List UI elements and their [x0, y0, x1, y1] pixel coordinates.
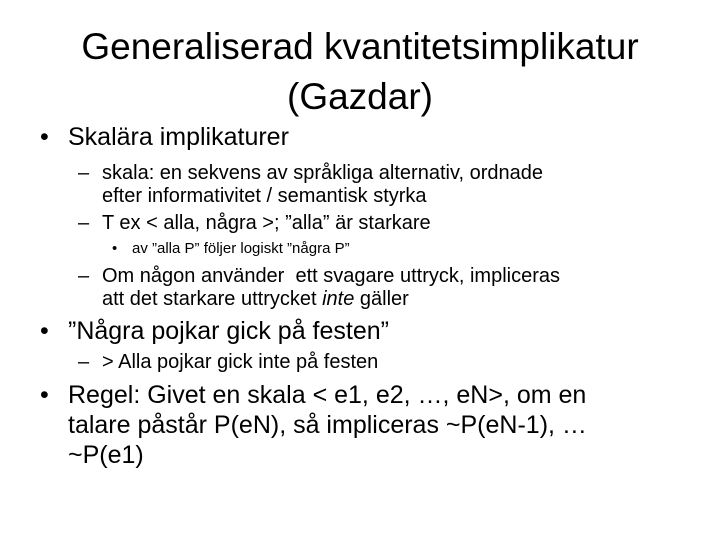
sub-bullet-text-line-2: efter informativitet / semantisk styrka: [102, 185, 427, 207]
slide-title-line-1: Generaliserad kvantitetsimplikatur: [81, 26, 639, 67]
dash-marker: –: [78, 351, 90, 373]
sub-bullet-text: T ex < alla, några >; ”alla” är starkare: [102, 212, 431, 234]
text-segment: gäller: [354, 288, 409, 310]
bullet-marker: •: [40, 317, 49, 345]
bullet-item-regel: [40, 380, 690, 470]
bullet-item-example-sentence: [40, 316, 680, 346]
sub-sub-bullet-item: [112, 240, 692, 258]
sub-bullet-item-skala: [78, 162, 698, 208]
bullet-item-skalara: [40, 122, 680, 152]
bullet-marker: •: [112, 240, 118, 257]
bullet-marker: •: [40, 123, 49, 151]
sub-sub-bullet-text: av ”alla P” följer logiskt ”några P”: [132, 240, 350, 257]
sub-bullet-item-tex: [78, 212, 698, 235]
bullet-marker: •: [40, 381, 49, 409]
text-segment: att det starkare uttrycket: [102, 288, 323, 310]
sub-bullet-item-om-nagon: [78, 265, 718, 311]
dash-marker: –: [78, 265, 90, 287]
sub-bullet-text: > Alla pojkar gick inte på festen: [102, 351, 379, 373]
dash-marker: –: [78, 212, 90, 234]
sub-bullet-text-line-2: [102, 288, 718, 311]
bullet-text-line-1: Regel: Givet en skala < e1, e2, …, eN>, om en: [68, 381, 587, 409]
sub-bullet-text-line-1: Om någon använder ett svagare uttryck, impliceras: [102, 265, 560, 287]
slide-title-line-2: (Gazdar): [287, 76, 433, 117]
bullet-text-line-3: ~P(e1): [68, 441, 144, 469]
bullet-text-line-2: talare påstår P(eN), så impliceras ~P(eN-1), …: [68, 411, 587, 439]
dash-marker: –: [78, 162, 90, 184]
sub-bullet-item-implication: [78, 351, 698, 374]
emphasized-word: inte: [322, 288, 355, 310]
bullet-text: Skalära implikaturer: [68, 123, 289, 151]
sub-bullet-text-line-1: skala: en sekvens av språkliga alternativ, ordnade: [102, 162, 543, 184]
bullet-text: ”Några pojkar gick på festen”: [68, 317, 389, 345]
